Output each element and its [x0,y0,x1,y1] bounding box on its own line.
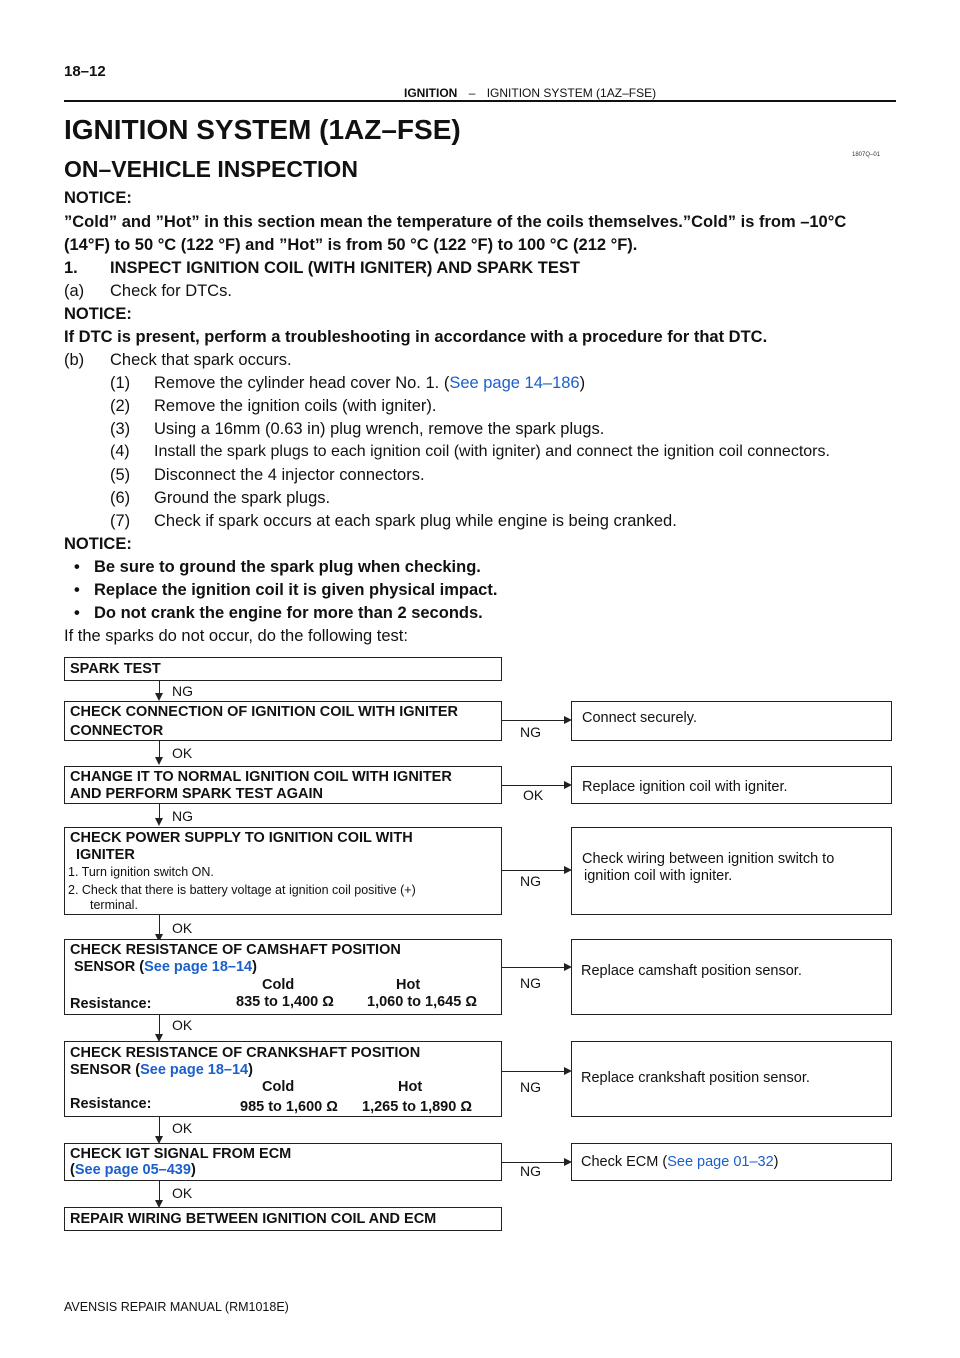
substep-text: Using a 16mm (0.63 in) plug wrench, remove the spark plugs. [154,420,605,438]
flow-label-ok: OK [172,920,193,936]
footer-manual-id: AVENSIS REPAIR MANUAL (RM1018E) [64,1300,289,1314]
flow-label-ng: NG [172,683,193,699]
flow-connector [502,720,566,721]
flow-connector [159,915,160,936]
flow-connector [159,1117,160,1138]
flow-label-ok: OK [172,1120,193,1136]
flow-label-ok: OK [172,1185,193,1201]
flow-box-change-coil: CHANGE IT TO NORMAL IGNITION COIL WITH IGNITER AND PERFORM SPARK TEST AGAIN [64,766,502,804]
see-page-link[interactable]: See page 14–186 [449,374,580,392]
notice-text-line: If DTC is present, perform a troubleshooting in accordance with a procedure for that DTC. [64,328,768,346]
substep-number: (3) [110,420,131,438]
flow-connector [502,967,566,968]
notice-label: NOTICE: [64,189,132,207]
notice-label: NOTICE: [64,305,132,323]
substep-text: Check if spark occurs at each spark plug while engine is being cranked. [154,512,677,530]
step-number: (a) [64,282,85,300]
substep-text: Install the spark plugs to each ignition coil (with igniter) and connect the ignition coil connectors. [154,443,830,460]
substep-number: (4) [110,443,130,460]
see-page-link[interactable]: See page 18–14 [140,1062,249,1078]
list-item [110,510,677,532]
notice-text-line: ”Cold” and ”Hot” in this section mean the temperature of the coils themselves.”Cold” is from –10°C [64,213,847,231]
header-section: IGNITION [404,86,458,100]
substep-text: Ground the spark plugs. [154,489,331,507]
flow-label-ng: NG [520,724,541,740]
flow-box-repair-wiring: REPAIR WIRING BETWEEN IGNITION COIL AND ECM [64,1207,502,1231]
flow-arrow [155,818,163,826]
list-item [110,487,330,509]
flow-arrow [155,757,163,765]
substep-number: (1) [110,374,131,392]
notice-label: NOTICE: [64,535,132,553]
header-separator: – [468,86,476,100]
flow-box-check-power-supply: CHECK POWER SUPPLY TO IGNITION COIL WITH IGNITER 1. Turn ignition switch ON. 2. Check that there is battery voltage at ignition coil positive (+) terminal. [64,827,502,915]
flow-connector [502,785,566,786]
flow-connector [502,870,566,871]
see-page-link[interactable]: See page 01–32 [667,1154,774,1170]
substep-number: (6) [110,489,131,507]
flow-label-ng: NG [172,808,193,824]
list-item [110,418,604,440]
flow-box-check-crankshaft: CHECK RESISTANCE OF CRANKSHAFT POSITION SENSOR (See page 18–14) Cold Hot Resistance: 985 to 1,600 Ω 1,265 to 1,890 Ω [64,1041,502,1117]
list-item [110,372,585,394]
flow-box-check-connection: CHECK CONNECTION OF IGNITION COIL WITH IGNITER CONNECTOR [64,701,502,741]
list-item [110,464,425,486]
flow-result-check-wiring: Check wiring between ignition switch to ignition coil with igniter. [571,827,892,915]
page-title: IGNITION SYSTEM (1AZ–FSE) [64,114,461,145]
flow-box-check-igt-signal: CHECK IGT SIGNAL FROM ECM (See page 05–439) [64,1143,502,1181]
substep-text: Disconnect the 4 injector connectors. [154,466,425,484]
list-item [110,441,830,463]
flow-label-ng: NG [520,873,541,889]
flow-connector [159,1181,160,1202]
flow-label-ok: OK [172,1017,193,1033]
flow-result-replace-coil: Replace ignition coil with igniter. [571,766,892,804]
substep-number: (5) [110,466,131,484]
bullet-item: • Do not crank the engine for more than 2 seconds. [74,604,483,622]
see-page-link[interactable]: See page 18–14 [144,959,253,975]
flow-label-ok: OK [523,787,544,803]
flow-box-spark-test: SPARK TEST [64,657,502,681]
flow-label-ng: NG [520,975,541,991]
step-title: INSPECT IGNITION COIL (WITH IGNITER) AND SPARK TEST [110,259,580,277]
flow-result-replace-camshaft-sensor: Replace camshaft position sensor. [571,939,892,1015]
step-text: Check that spark occurs. [110,351,292,369]
substep-number: (7) [110,512,131,530]
see-page-link[interactable]: See page 05–439 [74,1162,191,1178]
bullet-glyph: • [74,604,80,622]
substep-text: Remove the ignition coils (with igniter). [154,397,437,415]
flow-label-ng: NG [520,1079,541,1095]
flow-box-check-camshaft: CHECK RESISTANCE OF CAMSHAFT POSITION SENSOR (See page 18–14) Cold Hot Resistance: 835 to 1,400 Ω 1,060 to 1,645 Ω [64,939,502,1015]
bullet-item: • Replace the ignition coil it is given physical impact. [74,581,498,599]
flow-label-ok: OK [172,745,193,761]
running-header [404,86,656,100]
bullet-glyph: • [74,558,80,576]
section-title: ON–VEHICLE INSPECTION [64,156,358,182]
flow-connector [502,1071,566,1072]
list-item [110,395,436,417]
substep-text: Remove the cylinder head cover No. 1. ( [154,374,450,392]
step-number: 1. [64,259,78,277]
header-rule [64,100,896,102]
flow-arrow [155,693,163,701]
figure-id: 1807Q–01 [852,152,881,158]
substep-text-after: ) [579,374,586,392]
step-number: (b) [64,351,85,369]
step-text: Check for DTCs. [110,282,232,300]
substep-number: (2) [110,397,131,415]
instruction-text: If the sparks do not occur, do the following test: [64,627,408,645]
page-number: 18–12 [64,63,106,80]
notice-text-line: (14°F) to 50 °C (122 °F) and ”Hot” is from 50 °C (122 °F) to 100 °C (212 °F). [64,236,638,254]
flow-result-replace-crankshaft-sensor: Replace crankshaft position sensor. [571,1041,892,1117]
bullet-item: • Be sure to ground the spark plug when checking. [74,558,481,576]
flow-label-ng: NG [520,1163,541,1179]
header-subsection: IGNITION SYSTEM (1AZ–FSE) [486,86,657,100]
flow-result-connect-securely: Connect securely. [571,701,892,741]
flow-connector [159,1015,160,1036]
bullet-glyph: • [74,581,80,599]
flow-result-check-ecm: Check ECM (See page 01–32) [571,1143,892,1181]
